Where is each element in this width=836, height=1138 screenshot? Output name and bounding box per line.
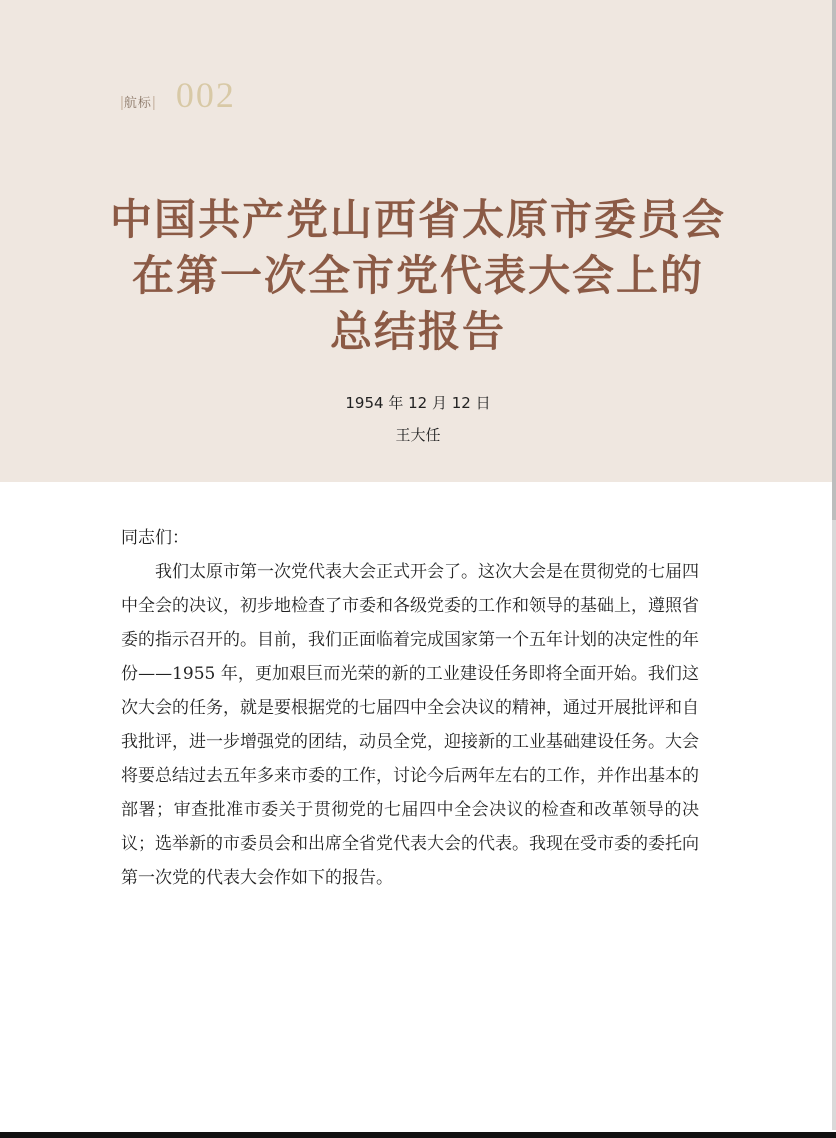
scrollbar-thumb[interactable] xyxy=(832,0,836,520)
body-paragraph: 我们太原市第一次党代表大会正式开会了。这次大会是在贯彻党的七届四中全会的决议，初步地检查了市委和各级党委的工作和领导的基础上，遵照省委的指示召开的。目前，我们正面临着完成国家第一个五年计划的决定性的年份——1955 年，更加艰巨而光荣的新的工业建设任务即将全面开始。我们这次大会的任务，就是要根据党的七届四中全会决议的精神，通过开展批评和自我批评，进一步增强党的团结，动员全党，迎接新的工业基础建设任务。大会将要总结过去五年多来市委的工作，讨论今后两年左右的工作，并作出基本的部署；审查批准市委关于贯彻党的七届四中全会决议的检查和改革领导的决议；选举新的市委员会和出席全省党代表大会的代表。我现在受市委的委托向第一次党的代表大会作如下的报告。 xyxy=(121,562,699,888)
title-line-1: 中国共产党山西省太原市委员会 xyxy=(109,195,726,244)
salutation: 同志们： xyxy=(121,528,189,548)
tag-divider-left: | xyxy=(120,94,124,111)
article-body xyxy=(121,521,699,895)
report-date: 1954 年 12 月 12 日 xyxy=(345,394,491,412)
tag-divider-right: | xyxy=(151,94,156,111)
bottom-edge-bar xyxy=(0,1132,836,1138)
title-line-3: 总结报告 xyxy=(329,307,506,356)
title-line-2: 在第一次全市党代表大会上的 xyxy=(131,251,704,300)
page-title xyxy=(40,192,796,360)
section-number: 002 xyxy=(175,75,236,115)
report-author: 王大任 xyxy=(395,426,441,444)
section-label: 航标 xyxy=(123,96,152,111)
header-banner xyxy=(0,0,836,482)
section-tag xyxy=(120,74,236,114)
